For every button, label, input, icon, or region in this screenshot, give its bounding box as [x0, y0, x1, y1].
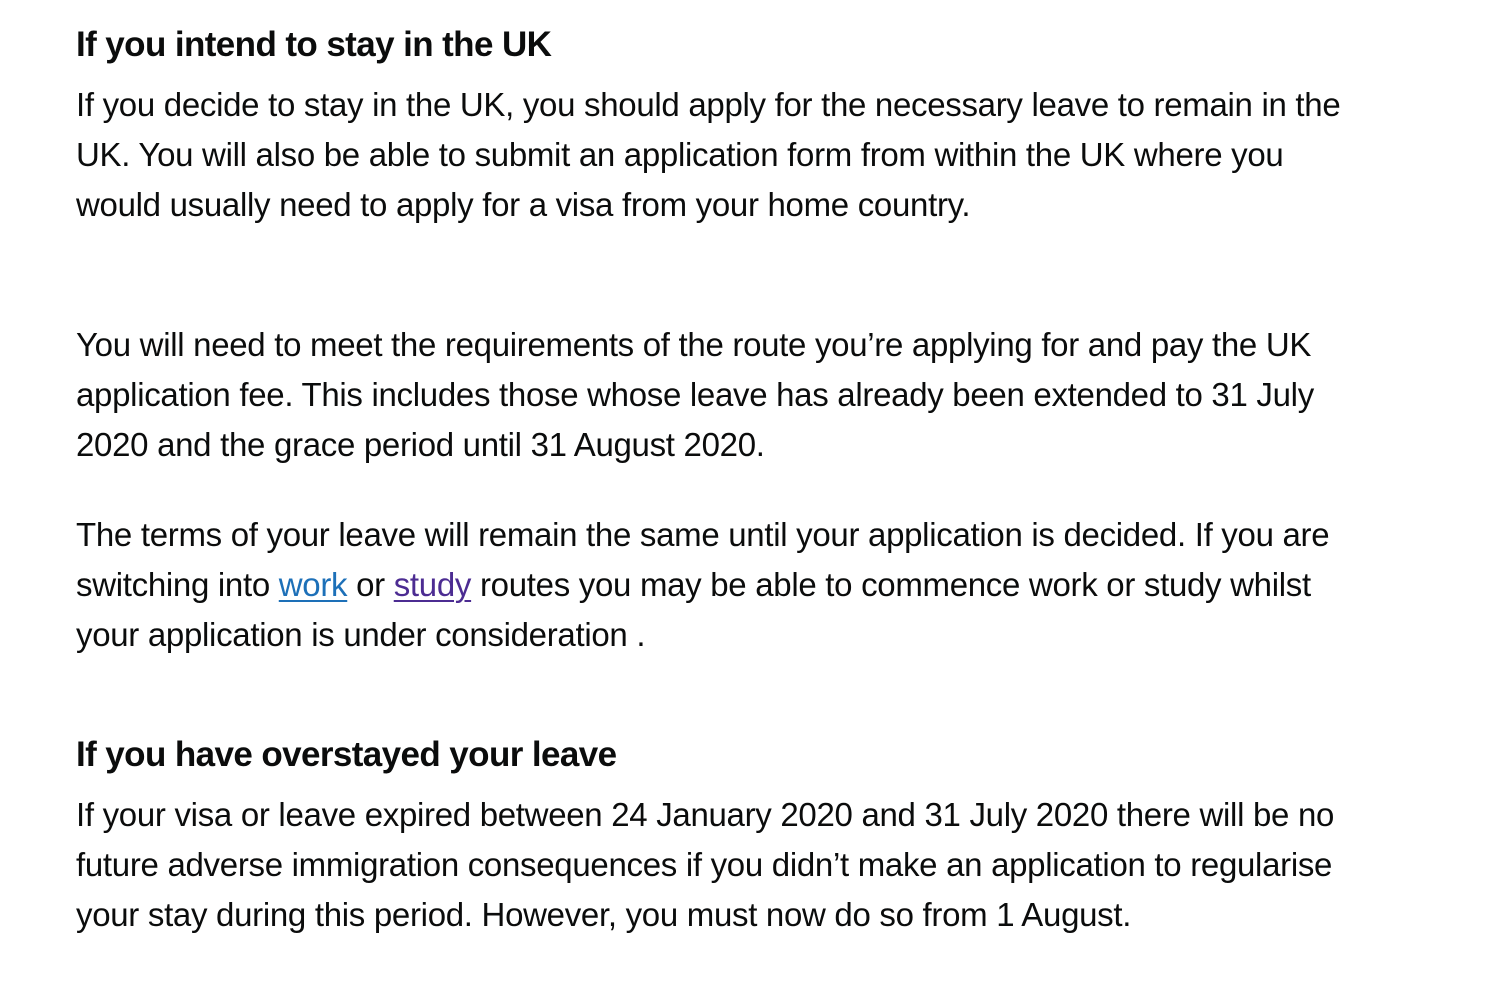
paragraph-overstayed: If your visa or leave expired between 24 January 2020 and 31 July 2020 there will be no future adverse immigration consequences if you didn’t make an application to regularise your stay during this period. However, you must now do so from 1 August.	[76, 796, 1335, 933]
paragraph-stay-intro: If you decide to stay in the UK, you should apply for the necessary leave to remain in the UK. You will also be able to submit an application form from within the UK where you would usually need to apply for a visa from your home country.	[76, 86, 1341, 223]
terms-text-before: The terms of your leave will remain the same until your application is decided. If you are switching into	[76, 516, 1330, 603]
paragraph-requirements: You will need to meet the requirements of the route you’re applying for and pay the UK application fee. This includes those whose leave has already been extended to 31 July 2020 and the grace period until 31 August 2020.	[76, 326, 1314, 463]
study-link[interactable]: study	[393, 566, 472, 603]
terms-text-middle: or	[347, 566, 394, 603]
section-heading-stay-in-uk: If you intend to stay in the UK	[76, 25, 552, 64]
paragraph-terms-of-leave	[76, 510, 1336, 660]
section-heading-overstayed: If you have overstayed your leave	[76, 735, 617, 774]
work-link[interactable]: work	[278, 566, 348, 603]
terms-text-after: routes you may be able to commence work or study whilst your application is under consideration .	[76, 566, 1311, 653]
